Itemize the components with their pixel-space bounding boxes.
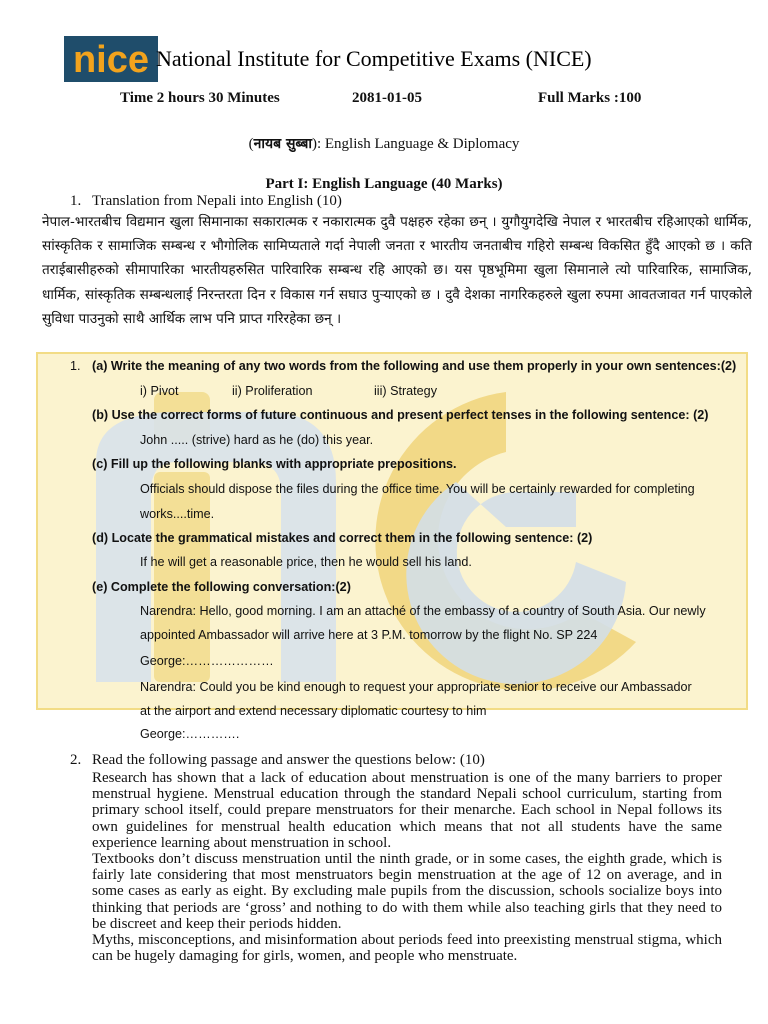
conversation-line: Narendra: Could you be kind enough to request your appropriate senior to receive our Ambassador xyxy=(140,680,692,694)
question-2-heading: 2. Read the following passage and answer the questions below: (10) xyxy=(70,752,485,768)
conversation-line: George:…………. xyxy=(140,727,240,741)
question-1d-sentence: If he will get a reasonable price, then he would sell his land. xyxy=(140,555,472,569)
exam-time: Time 2 hours 30 Minutes xyxy=(120,90,280,106)
conversation-line: appointed Ambassador will arrive here at 3 P.M. tomorrow by the flight No. SP 224 xyxy=(140,628,598,642)
word-options: i) Pivot ii) Proliferation iii) Strategy xyxy=(140,384,437,398)
header xyxy=(64,36,754,84)
passage-paragraph: Myths, misconceptions, and misinformation about periods feed into preexisting menstrual stigma, which can be hugely damaging for girls, women, and people who menstruate. xyxy=(92,932,722,965)
question-1e: (e) Complete the following conversation:(2) xyxy=(92,580,351,594)
svg-text:nice: nice xyxy=(72,39,150,81)
exam-date: 2081-01-05 xyxy=(352,90,422,106)
nice-logo xyxy=(64,36,158,82)
question-1c-line-2: works....time. xyxy=(140,507,215,521)
question-1d: (d) Locate the grammatical mistakes and correct them in the following sentence: (2) xyxy=(92,531,593,545)
nepali-passage: नेपाल-भारतबीच विद्यमान खुला सिमानाका सकारात्मक र नकारात्मक दुवै पक्षहरु रहेका छन् । युगौयुगदेखि नेपाल र भारतबीच रहिआएको धार्मिक, सांस्कृतिक र सामाजिक सम्बन्ध र भौगोलिक सामिप्यताले गर्दा नेपाली जनता र भारतीय जनताबीच गहिरो सम्बन्ध विकसित हुँदै आएको छ । कति तराईबासीहरुको सीमापारिका भारतीयहरुसित पारिवारिक सम्बन्ध रहि आएको छ। यस पृष्ठभूमिमा खुला सिमानाले त्यो पारिवारिक, सामाजिक, धार्मिक, सांस्कृतिक सम्बन्धलाई निरन्तरता दिन र विकास गर्न सघाउ पुर्‍याएको छ । दुवै देशका नागरिकहरुले खुला रुपमा आवतजावत गर्न पाएकोले सुविधा पाउनुको साथै आर्थिक लाभ पनि प्राप्त गरिरहेका छन् । xyxy=(42,214,752,327)
passage-paragraph: Textbooks don’t discuss menstruation until the ninth grade, or in some cases, the eighth grade, which is fairly late considering that most menstruators begin menstruation at the age of 12 on average, and in some cases as early as eight. By excluding male pupils from the discussion, schools socialize boys into thinking that periods are ‘gross’ and nothing to do with them while also teaching girls that they need to be discreet and keep their periods hidden. xyxy=(92,851,722,932)
subject-line: (नायब सुब्बा): English Language & Diplomacy xyxy=(248,136,520,152)
passage-paragraph: Research has shown that a lack of education about menstruation is one of the many barriers to proper menstrual hygiene. Menstrual education through the standard Nepali school curriculum, starting from primary school itself, could prepare menstruators for their menarche. Each school in Nepal follows its own guidelines for menstrual health education which means that not all students have the same experience learning about menstruation in school. xyxy=(92,770,722,851)
question-1-heading: 1. Translation from Nepali into English (10) xyxy=(70,193,342,209)
question-1b: (b) Use the correct forms of future continuous and present perfect tenses in the following sentence: (2) xyxy=(92,408,709,422)
conversation-line: George:………………… xyxy=(140,654,274,668)
question-1c-line-1: Officials should dispose the files during the office time. You will be certainly rewarded for completing xyxy=(140,482,695,496)
full-marks: Full Marks :100 xyxy=(538,90,642,106)
question-1b-sentence: John ..... (strive) hard as he (do) this year. xyxy=(140,433,374,447)
reading-passage xyxy=(92,770,722,964)
question-1c: (c) Fill up the following blanks with appropriate prepositions. xyxy=(92,457,457,471)
institute-title: National Institute for Competitive Exams (NICE) xyxy=(156,46,592,71)
subject-nepali: नायब सुब्बा xyxy=(253,136,312,152)
conversation-line: at the airport and extend necessary diplomatic courtesy to him xyxy=(140,704,487,718)
part-title: Part I: English Language (40 Marks) xyxy=(265,176,503,192)
question-1a: 1. (a) Write the meaning of any two words from the following and use them properly in your own sentences:(2) xyxy=(70,359,737,373)
conversation-line: Narendra: Hello, good morning. I am an attaché of the embassy of a country of South Asia. Our newly xyxy=(140,604,706,618)
